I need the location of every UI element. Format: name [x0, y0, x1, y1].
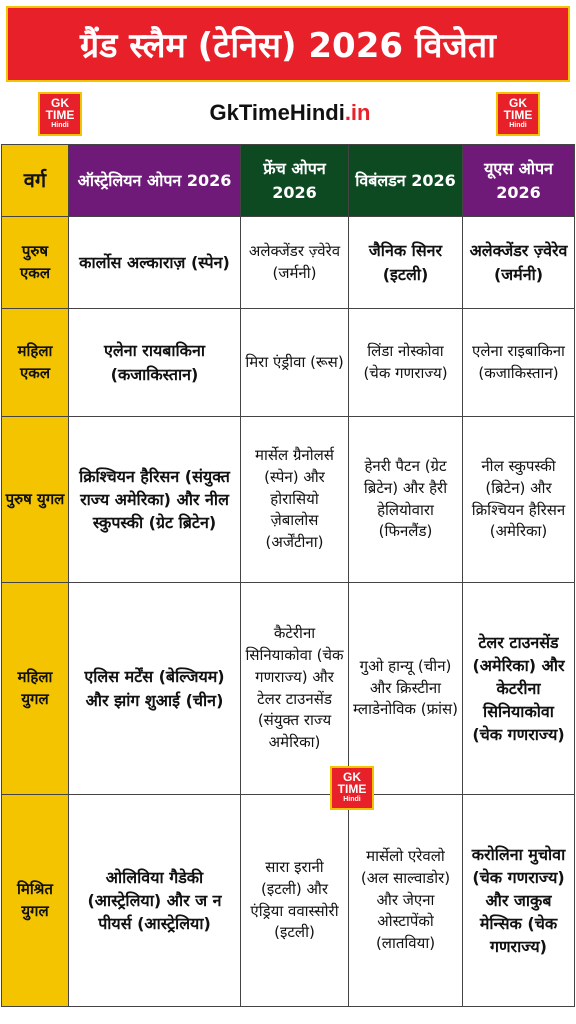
table-row	[2, 795, 575, 1007]
header-french-open: फ्रेंच ओपन 2026	[241, 145, 349, 217]
cell-australian-open: एलेना रायबाकिना (कजाकिस्तान)	[69, 309, 241, 417]
logo-text-time: TIME	[45, 108, 75, 122]
cell-wimbledon: मार्सेलो एरेवलो (अल साल्वाडोर) और जेएना ओस्टापेंको (लातविया)	[349, 795, 463, 1007]
site-name	[150, 100, 430, 126]
cell-us-open: करोलिना मुचोवा (चेक गणराज्य) और जाकुब मेन्सिक (चेक गणराज्य)	[463, 795, 575, 1007]
table-header-row	[2, 145, 575, 217]
winners-table	[1, 144, 575, 1007]
cell-wimbledon: जैनिक सिनर (इटली)	[349, 217, 463, 309]
cell-australian-open: कार्लोस अल्काराज़ (स्पेन)	[69, 217, 241, 309]
site-name-main: GkTimeHindi	[209, 100, 345, 125]
row-category: महिला एकल	[2, 309, 69, 417]
gk-time-logo-left	[38, 92, 82, 136]
cell-french-open: कैटेरीना सिनियाकोवा (चेक गणराज्य) और टेलर टाउनसेंड (संयुक्त राज्य अमेरिका)	[241, 583, 349, 795]
header-us-open: यूएस ओपन 2026	[463, 145, 575, 217]
gk-time-logo-watermark	[330, 766, 374, 810]
cell-french-open: अलेक्जेंडर ज़्वेरेव (जर्मनी)	[241, 217, 349, 309]
header-australian-open: ऑस्ट्रेलियन ओपन 2026	[69, 145, 241, 217]
title-bar	[0, 0, 576, 88]
cell-us-open: एलेना राइबाकिना (कजाकिस्तान)	[463, 309, 575, 417]
logo-text-gk: GK	[509, 96, 527, 110]
brand-row	[0, 90, 576, 144]
cell-wimbledon: लिंडा नोस्कोवा (चेक गणराज्य)	[349, 309, 463, 417]
cell-us-open: नील स्कुपस्की (ब्रिटेन) और क्रिश्चियन हैरिसन (अमेरिका)	[463, 417, 575, 583]
cell-wimbledon: गुओ हान्यू (चीन) और क्रिस्टीना म्लाडेनोविक (फ्रांस)	[349, 583, 463, 795]
site-name-tld: .in	[344, 100, 371, 125]
cell-french-open: मार्सेल ग्रैनोलर्स (स्पेन) और होरासियो ज़ेबालोस (अर्जेंटीना)	[241, 417, 349, 583]
logo-text-hindi: Hindi	[509, 122, 527, 129]
table-row	[2, 217, 575, 309]
row-category: मिश्रित युगल	[2, 795, 69, 1007]
header-wimbledon: विबंलडन 2026	[349, 145, 463, 217]
cell-us-open: अलेक्जेंडर ज़्वेरेव (जर्मनी)	[463, 217, 575, 309]
table-row	[2, 583, 575, 795]
logo-text-time: TIME	[503, 108, 533, 122]
cell-us-open: टेलर टाउनसेंड (अमेरिका) और केटरीना सिनियाकोवा (चेक गणराज्य)	[463, 583, 575, 795]
logo-text-time: TIME	[337, 782, 367, 796]
logo-text-gk: GK	[51, 96, 69, 110]
row-category: पुरुष युगल	[2, 417, 69, 583]
row-category: पुरुष एकल	[2, 217, 69, 309]
cell-australian-open: ओलिविया गैडेकी (आस्ट्रेलिया) और ज न पीयर्स (आस्ट्रेलिया)	[69, 795, 241, 1007]
cell-australian-open: क्रिश्चियन हैरिसन (संयुक्त राज्य अमेरिका) और नील स्कुपस्की (ग्रेट ब्रिटेन)	[69, 417, 241, 583]
cell-wimbledon: हेनरी पैटन (ग्रेट ब्रिटेन) और हैरी हेलियोवारा (फिनलैंड)	[349, 417, 463, 583]
table-row	[2, 309, 575, 417]
page-title: ग्रैंड स्लैम (टेनिस) 2026 विजेता	[6, 6, 570, 82]
logo-text-gk: GK	[343, 770, 361, 784]
header-category: वर्ग	[2, 145, 69, 217]
logo-text-hindi: Hindi	[343, 796, 361, 803]
cell-french-open: मिरा एंड्रीवा (रूस)	[241, 309, 349, 417]
logo-text-hindi: Hindi	[51, 122, 69, 129]
row-category: महिला युगल	[2, 583, 69, 795]
gk-time-logo-right	[496, 92, 540, 136]
cell-australian-open: एलिस मर्टेंस (बेल्जियम) और झांग शुआई (चीन)	[69, 583, 241, 795]
cell-french-open: सारा इरानी (इटली) और एंड्रिया ववास्सोरी (इटली)	[241, 795, 349, 1007]
table-row	[2, 417, 575, 583]
